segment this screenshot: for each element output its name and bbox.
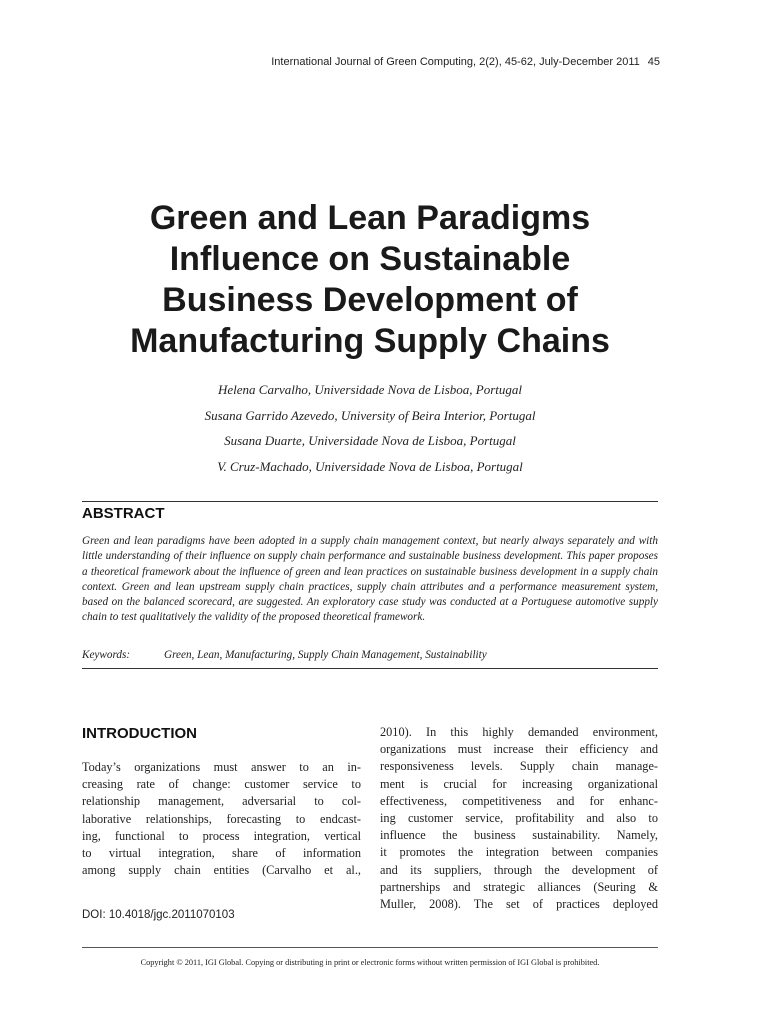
keywords-label: Keywords: [82,649,131,661]
text-line: to virtual integration, share of information [82,845,361,860]
text-line: laborative relationships, forecasting to endcast- [82,811,361,826]
introduction-left-column [82,759,361,879]
abstract-text: Green and lean paradigms have been adopted in a supply chain management context, but nearly always separately and with little understanding of their influence on supply chain performance and sustainable business development. This paper proposes a theoretical framework about the influence of green and lean practices on sustainable business development in a supply chain context. Green and lean upstream supply chain practices, supply chain attributes and a performance measurement system, based on the balanced scorecard, are suggested. An exploratory case study was conducted at a Portuguese automotive supply chain to test qualitatively the validity of the proposed theoretical framework. [82,535,658,624]
text-line: 2010). In this highly demanded environment, [380,725,658,739]
title-line: Influence on Sustainable [169,240,571,278]
text-line: creasing rate of change: customer service to [82,777,361,792]
text-line: and its suppliers, through the development of [380,862,658,877]
text-line: influence the business sustainability. Namely, [380,828,658,843]
doi-text: DOI: 10.4018/jgc.2011070103 [82,909,235,921]
title-line: Manufacturing Supply Chains [130,322,610,360]
copyright-notice: Copyright © 2011, IGI Global. Copying or distributing in print or electronic forms without written permission of IGI Global is prohibited. [140,958,600,967]
text-line: Today’s organizations must answer to an in- [82,760,361,774]
abstract-heading: ABSTRACT [82,505,165,522]
text-line: it promotes the integration between companies [380,845,658,860]
text-line: ing, functional to process integration, vertical [82,828,361,843]
footer-rule [82,947,658,948]
running-head [0,56,660,68]
author-line: Susana Duarte, Universidade Nova de Lisboa, Portugal [224,433,516,448]
keywords-row [82,649,658,661]
text-line: effectiveness, competitiveness and for enhanc- [380,793,658,808]
journal-citation: International Journal of Green Computing, 2(2), 45-62, July-December 2011 [271,56,640,68]
abstract-top-rule [82,501,658,502]
introduction-heading: INTRODUCTION [82,725,197,742]
text-line: organizations must increase their efficiency and [380,742,658,757]
text-line: ing customer service, profitability and also to [380,810,658,825]
abstract-bottom-rule [82,668,658,669]
page-number: 45 [647,56,660,68]
keywords-value: Green, Lean, Manufacturing, Supply Chain Management, Sustainability [164,649,487,661]
introduction-right-column [380,724,658,913]
text-line: Muller, 2008). The set of practices deployed [380,896,658,911]
author-list [60,377,680,479]
author-line: V. Cruz-Machado, Universidade Nova de Lisboa, Portugal [217,458,523,474]
text-line: among supply chain entities (Carvalho et al., [82,863,361,878]
author-line: Helena Carvalho, Universidade Nova de Lisboa, Portugal [217,382,523,397]
author-line: Susana Garrido Azevedo, University of Beira Interior, Portugal [204,407,536,423]
text-line: partnerships and strategic alliances (Seuring & [380,879,658,894]
text-line: relationship management, adversarial to col- [82,794,361,809]
title-line: Green and Lean Paradigms [149,199,591,237]
text-line: responsiveness levels. Supply chain manage- [380,759,658,774]
text-line: ment is crucial for increasing organizational [380,776,658,791]
title-line: Business Development of [162,281,578,319]
article-title [60,198,680,362]
